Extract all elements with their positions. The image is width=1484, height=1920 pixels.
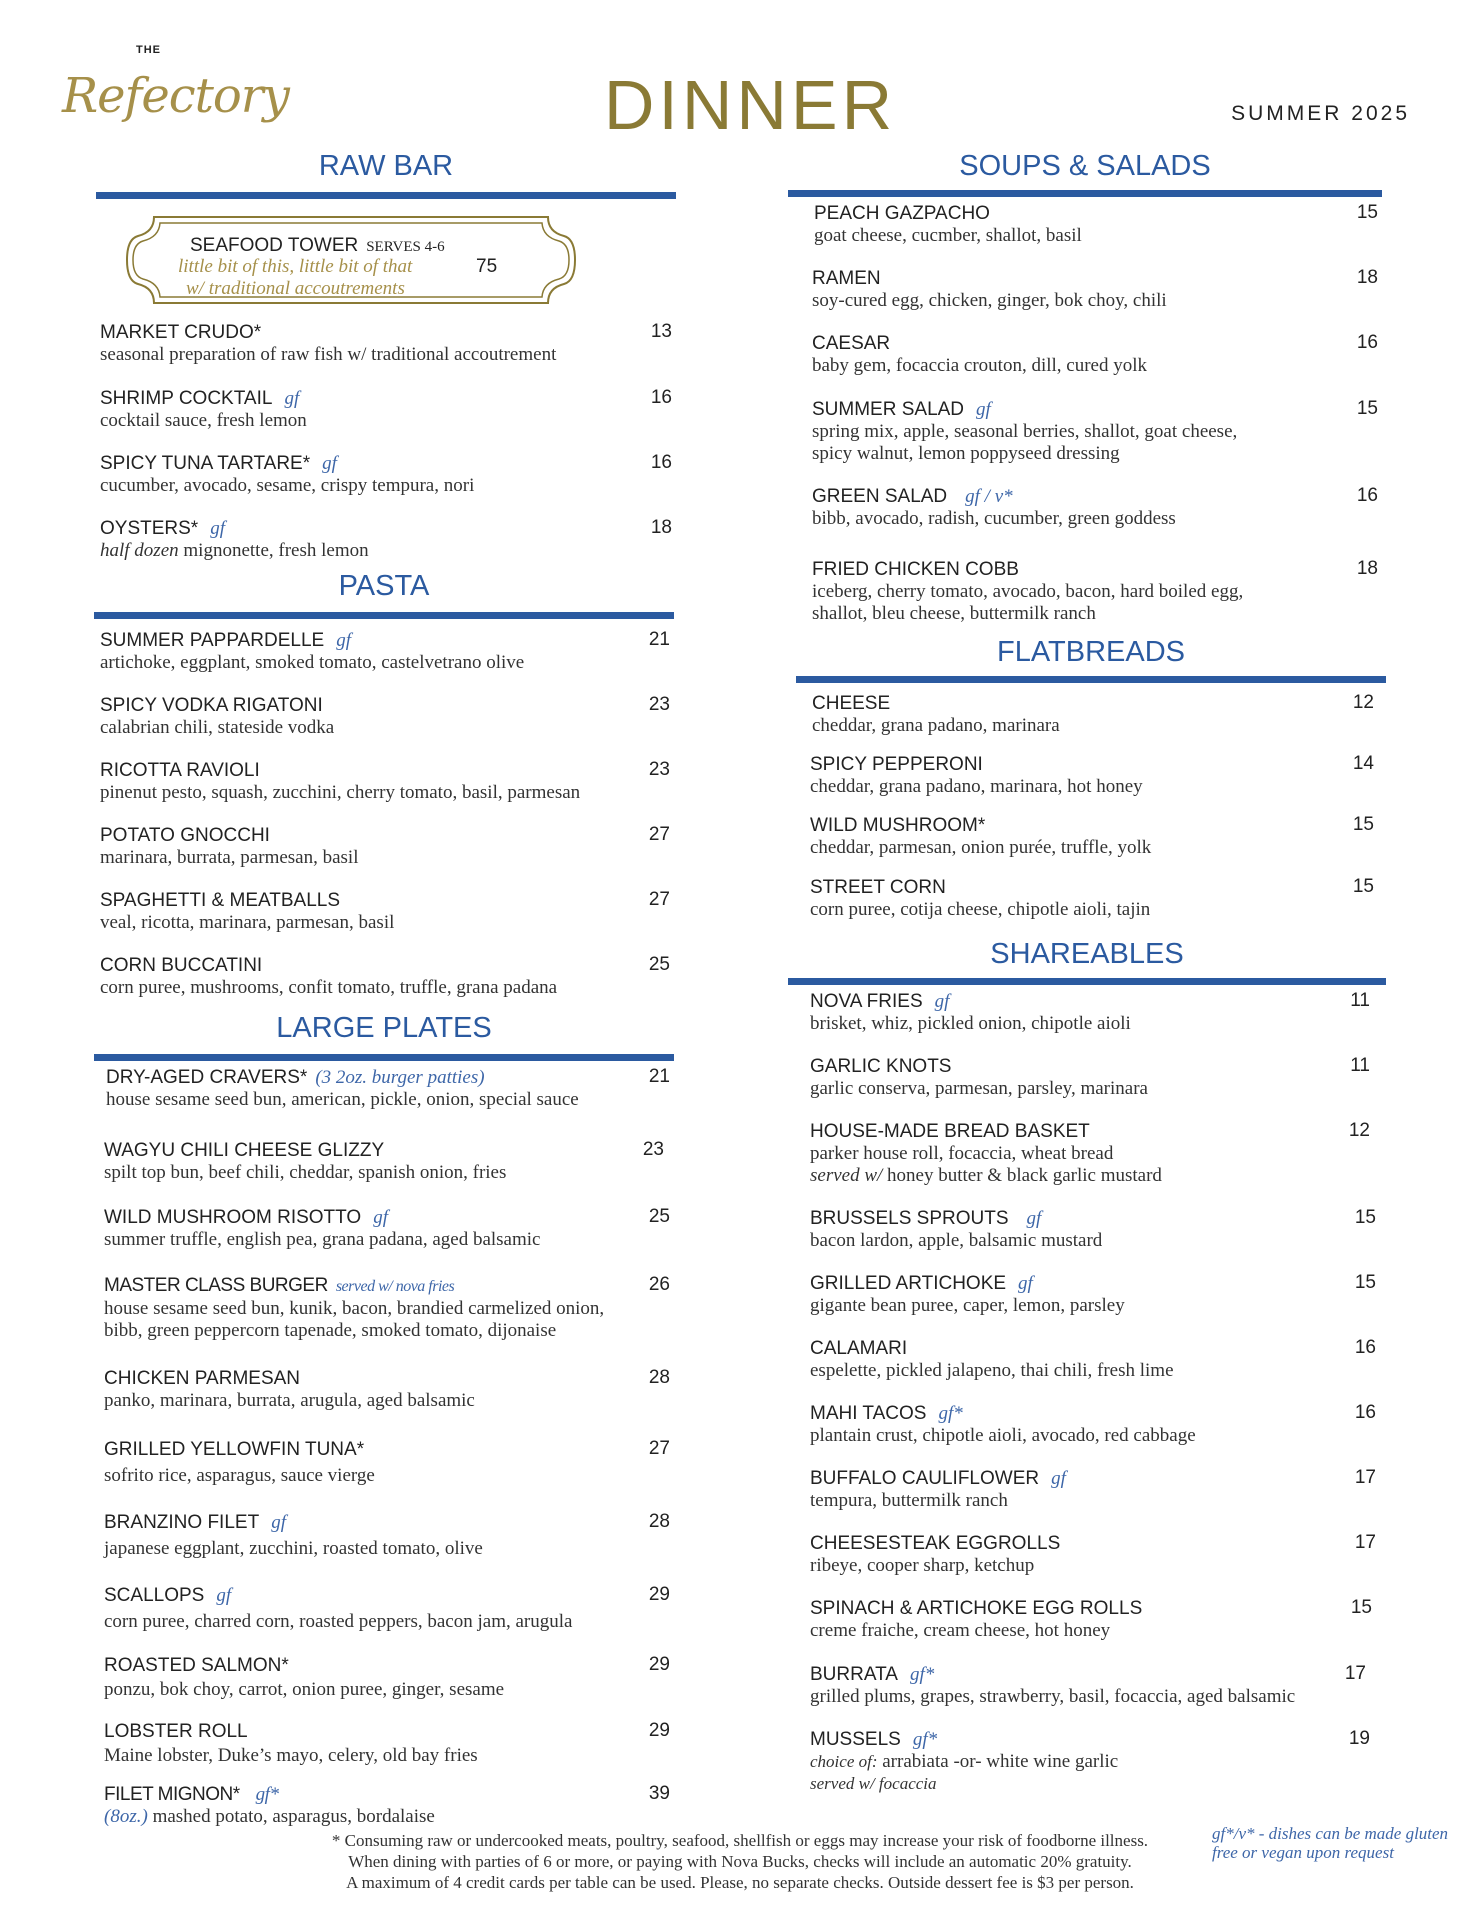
item-description: spilt top bun, beef chili, cheddar, spanish onion, fries [104, 1162, 507, 1183]
item-note: (3 2oz. burger patties) [315, 1067, 485, 1088]
item-price: 12 [1352, 692, 1374, 713]
menu-item [104, 1720, 478, 1767]
item-price: 29 [648, 1720, 670, 1741]
season-label: SUMMER 2025 [1231, 102, 1410, 125]
item-price: 29 [648, 1654, 670, 1675]
menu-item [810, 990, 1131, 1035]
item-name: FRIED CHICKEN COBB [812, 559, 1019, 580]
section-rule [94, 612, 674, 619]
item-price: 16 [1354, 1337, 1376, 1358]
item-price: 18 [650, 517, 672, 538]
item-description: artichoke, eggplant, smoked tomato, castelvetrano olive [100, 652, 525, 673]
item-name: SHRIMP COCKTAIL gf [100, 388, 300, 409]
item-description: ribeye, cooper sharp, ketchup [810, 1555, 1035, 1576]
item-description: spring mix, apple, seasonal berries, shallot, goat cheese, [812, 421, 1238, 442]
item-price: 23 [648, 694, 670, 715]
item-price: 21 [648, 629, 670, 650]
item-description: gigante bean puree, caper, lemon, parsley [810, 1295, 1125, 1316]
item-price: 21 [648, 1066, 670, 1087]
gluten-free-tag: gf [271, 1512, 286, 1533]
item-price: 19 [1348, 1728, 1370, 1749]
item-price: 16 [1354, 1402, 1376, 1423]
item-description: veal, ricotta, marinara, parmesan, basil [100, 912, 395, 933]
item-description-2: shallot, bleu cheese, buttermilk ranch [812, 603, 1096, 624]
item-price: 26 [648, 1274, 670, 1295]
item-price: 13 [650, 321, 672, 342]
menu-item [810, 1120, 1162, 1187]
menu-item [100, 824, 359, 869]
item-name: SCALLOPS gf [104, 1585, 232, 1606]
item-description: baby gem, focaccia crouton, dill, cured yolk [812, 355, 1148, 376]
item-description: parker house roll, focaccia, wheat bread [810, 1143, 1114, 1164]
item-price: 25 [648, 1206, 670, 1227]
item-name: MASTER CLASS BURGER served w/ nova fries [104, 1275, 455, 1296]
item-price: 15 [1352, 876, 1374, 897]
item-price: 27 [648, 889, 670, 910]
item-name: SPICY PEPPERONI [810, 754, 983, 775]
tower-name: SEAFOOD TOWER [190, 235, 359, 256]
item-description: cheddar, grana padano, marinara [812, 715, 1060, 736]
menu-item [104, 1139, 506, 1184]
menu-title: DINNER [603, 66, 897, 144]
gluten-free-tag: gf [976, 399, 991, 420]
item-name: WILD MUSHROOM RISOTTO gf [104, 1207, 388, 1228]
gluten-free-tag: gf [284, 388, 300, 409]
menu-item [100, 321, 556, 366]
gluten-free-vegan-tag: gf / v* [965, 486, 1013, 507]
section-title-flatbreads: FLATBREADS [996, 636, 1185, 668]
menu-item [810, 1467, 1066, 1512]
tower-price: 75 [476, 256, 498, 277]
item-description-2: bibb, green peppercorn tapenade, smoked tomato, dijonaise [104, 1320, 557, 1341]
footer-disclaimer [280, 1830, 1200, 1893]
item-name: MAHI TACOS gf* [810, 1403, 963, 1424]
menu-item [104, 1438, 375, 1487]
menu-item [104, 1783, 435, 1828]
item-price: 16 [650, 452, 672, 473]
menu-item [810, 1055, 1148, 1100]
menu-item [100, 387, 307, 432]
menu-item [104, 1274, 604, 1342]
item-price: 28 [648, 1367, 670, 1388]
section-rule [94, 1054, 674, 1061]
gluten-free-tag: gf [373, 1207, 388, 1228]
item-name: CHICKEN PARMESAN [104, 1368, 301, 1389]
item-name: CHEESESTEAK EGGROLLS [810, 1533, 1061, 1554]
item-description: creme fraiche, cream cheese, hot honey [810, 1620, 1111, 1641]
menu-item [810, 1728, 1118, 1795]
item-price: 25 [648, 954, 670, 975]
item-price: 29 [648, 1584, 670, 1605]
item-description-2: spicy walnut, lemon poppyseed dressing [812, 443, 1120, 464]
item-description: espelette, pickled jalapeno, thai chili, fresh lime [810, 1360, 1174, 1381]
item-price: 16 [650, 387, 672, 408]
menu-item [100, 452, 474, 497]
menu-item [810, 753, 1143, 798]
menu-item [104, 1511, 483, 1560]
menu-item [810, 1597, 1142, 1642]
item-price: 15 [1354, 1207, 1376, 1228]
item-description: brisket, whiz, pickled onion, chipotle aioli [810, 1013, 1131, 1034]
menu-item [810, 876, 1150, 921]
menu-item [104, 1206, 540, 1251]
item-name: PEACH GAZPACHO [814, 203, 990, 224]
menu-item [104, 1584, 572, 1633]
item-name: FILET MIGNON* gf* [104, 1784, 279, 1805]
item-price: 15 [1354, 1272, 1376, 1293]
item-name: CHEESE [812, 693, 891, 714]
item-description: bacon lardon, apple, balsamic mustard [810, 1230, 1103, 1251]
item-name: BURRATA gf* [810, 1664, 935, 1685]
item-name: STREET CORN [810, 877, 946, 898]
item-price: 18 [1356, 558, 1378, 579]
item-description: cheddar, parmesan, onion purée, truffle, yolk [810, 837, 1152, 858]
gluten-free-tag: gf* [255, 1784, 279, 1805]
menu-item [100, 517, 369, 562]
menu-item [100, 889, 394, 934]
item-price: 17 [1344, 1663, 1366, 1684]
menu-item [812, 267, 1167, 312]
item-name: WILD MUSHROOM* [810, 815, 986, 836]
item-price: 15 [1356, 398, 1378, 419]
section-rule [796, 676, 1386, 683]
menu-item [106, 1066, 579, 1111]
item-price: 16 [1356, 485, 1378, 506]
item-description: panko, marinara, burrata, arugula, aged balsamic [104, 1390, 475, 1411]
item-name: MARKET CRUDO* [100, 322, 262, 343]
item-description-2: served w/ honey butter & black garlic mustard [810, 1165, 1162, 1186]
gluten-free-tag: gf* [909, 1664, 935, 1685]
item-price: 11 [1350, 1055, 1370, 1076]
menu-item [100, 759, 580, 804]
item-description: Maine lobster, Duke’s mayo, celery, old bay fries [104, 1745, 478, 1766]
item-price: 15 [1356, 202, 1378, 223]
item-description: grilled plums, grapes, strawberry, basil, focaccia, aged balsamic [810, 1686, 1296, 1707]
section-rule [788, 190, 1382, 197]
gluten-free-tag: gf [210, 518, 225, 539]
item-name: GREEN SALAD gf / v* [812, 486, 1013, 507]
item-name: BUFFALO CAULIFLOWER gf [810, 1468, 1066, 1489]
menu-item [810, 1207, 1102, 1252]
item-name: CALAMARI [810, 1338, 908, 1359]
item-description: pinenut pesto, squash, zucchini, cherry tomato, basil, parmesan [100, 782, 581, 803]
item-description: summer truffle, english pea, grana padana, aged balsamic [104, 1229, 541, 1250]
section-rule [96, 192, 676, 199]
item-name: DRY-AGED CRAVERS* (3 2oz. burger patties) [106, 1067, 485, 1088]
menu-item [810, 814, 1151, 859]
item-description: cucumber, avocado, sesame, crispy tempura, nori [100, 475, 475, 496]
item-name: GARLIC KNOTS [810, 1056, 952, 1077]
item-description: garlic conserva, parmesan, parsley, marinara [810, 1078, 1148, 1099]
item-description: house sesame seed bun, kunik, bacon, brandied carmelized onion, [104, 1298, 605, 1319]
tower-description-1: little bit of this, little bit of that [178, 256, 413, 277]
item-name: POTATO GNOCCHI [100, 825, 270, 846]
item-price: 23 [642, 1139, 664, 1160]
item-name: CORN BUCCATINI [100, 955, 263, 976]
menu-item [812, 558, 1243, 625]
menu-item [810, 1272, 1125, 1317]
menu-item [812, 692, 1060, 737]
footer-line-2: When dining with parties of 6 or more, or paying with Nova Bucks, checks will include an automatic 20% gratuity. [348, 1852, 1132, 1871]
item-name: RICOTTA RAVIOLI [100, 760, 260, 781]
menu-item [810, 1337, 1174, 1382]
item-description: seasonal preparation of raw fish w/ traditional accoutrement [100, 344, 557, 365]
item-name: WAGYU CHILI CHEESE GLIZZY [104, 1140, 385, 1161]
logo-the: THE [136, 44, 161, 56]
item-description: corn puree, cotija cheese, chipotle aioli, tajin [810, 899, 1151, 920]
item-name: SPICY VODKA RIGATONI [100, 695, 323, 716]
item-description: iceberg, cherry tomato, avocado, bacon, hard boiled egg, [812, 581, 1244, 602]
item-description: tempura, buttermilk ranch [810, 1490, 1008, 1511]
item-name: SUMMER PAPPARDELLE gf [100, 630, 351, 651]
item-description: soy-cured egg, chicken, ginger, bok choy, chili [812, 290, 1167, 311]
item-description: japanese eggplant, zucchini, roasted tomato, olive [104, 1538, 483, 1559]
item-description: marinara, burrata, parmesan, basil [100, 847, 359, 868]
gluten-free-tag: gf [336, 630, 351, 651]
gluten-free-tag: gf [1018, 1273, 1033, 1294]
section-title-large-plates: LARGE PLATES [276, 1012, 492, 1044]
footer-line-1: * Consuming raw or undercooked meats, poultry, seafood, shellfish or eggs may increase your risk of foodborne illness. [331, 1831, 1149, 1850]
menu-item [104, 1654, 504, 1701]
item-price: 28 [648, 1511, 670, 1532]
item-description: cheddar, grana padano, marinara, hot honey [810, 776, 1143, 797]
item-name: GRILLED YELLOWFIN TUNA* [104, 1439, 365, 1460]
item-name: SPINACH & ARTICHOKE EGG ROLLS [810, 1598, 1143, 1619]
menu-item [814, 202, 1082, 247]
item-name: HOUSE-MADE BREAD BASKET [810, 1121, 1090, 1142]
item-name: CAESAR [812, 333, 891, 354]
item-price: 17 [1354, 1467, 1376, 1488]
section-title-raw-bar: RAW BAR [318, 150, 454, 182]
item-description: plantain crust, chipotle aioli, avocado, red cabbage [810, 1425, 1196, 1446]
item-price: 39 [648, 1783, 670, 1804]
item-price: 27 [648, 824, 670, 845]
item-description: half dozen mignonette, fresh lemon [100, 540, 369, 561]
item-description: house sesame seed bun, american, pickle, onion, special sauce [106, 1089, 579, 1110]
item-description: sofrito rice, asparagus, sauce vierge [104, 1465, 375, 1486]
item-note: served w/ nova fries [335, 1278, 455, 1295]
item-name: RAMEN [812, 268, 881, 289]
tower-serves: SERVES 4-6 [366, 239, 445, 255]
tower-description-2: w/ traditional accoutrements [186, 278, 405, 299]
item-name: NOVA FRIES gf [810, 991, 950, 1012]
gluten-free-tag: gf [216, 1585, 232, 1606]
item-price: 15 [1350, 1597, 1372, 1618]
item-description: corn puree, charred corn, roasted peppers, bacon jam, arugula [104, 1611, 573, 1632]
item-name: MUSSELS gf* [810, 1729, 938, 1750]
item-description: calabrian chili, stateside vodka [100, 717, 335, 738]
item-description: goat cheese, cucmber, shallot, basil [814, 225, 1082, 246]
item-name: OYSTERS* gf [100, 518, 225, 539]
item-description: corn puree, mushrooms, confit tomato, truffle, grana padana [100, 977, 558, 998]
menu-item [810, 1402, 1196, 1447]
item-description-2: served w/ focaccia [810, 1774, 937, 1793]
item-price: 12 [1348, 1120, 1370, 1141]
item-price: 11 [1350, 990, 1370, 1011]
menu-item [810, 1532, 1060, 1577]
item-price: 27 [648, 1438, 670, 1459]
menu-item [810, 1663, 1295, 1708]
item-description: (8oz.) mashed potato, asparagus, bordalaise [104, 1806, 435, 1827]
item-name: LOBSTER ROLL [104, 1721, 248, 1742]
item-name: SPICY TUNA TARTARE* gf [100, 453, 337, 474]
gluten-free-tag: gf [1051, 1468, 1066, 1489]
menu-item [812, 398, 1237, 465]
item-price: 16 [1356, 332, 1378, 353]
dietary-note: gf*/v* - dishes can be made gluten free or vegan upon request [1212, 1824, 1449, 1862]
item-price: 15 [1352, 814, 1374, 835]
item-price: 14 [1352, 753, 1374, 774]
gluten-free-tag: gf [934, 991, 950, 1012]
footer-line-3: A maximum of 4 credit cards per table can be used. Please, no separate checks. Outside dessert fee is $3 per person. [346, 1873, 1134, 1892]
section-rule [788, 978, 1386, 985]
item-description: ponzu, bok choy, carrot, onion puree, ginger, sesame [104, 1679, 505, 1700]
gluten-free-tag: gf* [912, 1729, 938, 1750]
item-name: GRILLED ARTICHOKE gf [810, 1273, 1033, 1294]
item-name: SPAGHETTI & MEATBALLS [100, 890, 341, 911]
section-title-shareables: SHAREABLES [990, 938, 1184, 970]
section-title-soups-salads: SOUPS & SALADS [959, 150, 1211, 182]
seafood-tower-box [124, 214, 578, 306]
item-name: SUMMER SALAD gf [812, 399, 991, 420]
menu-item [104, 1367, 475, 1412]
gluten-free-tag: gf [1026, 1208, 1042, 1229]
item-name: BRANZINO FILET gf [104, 1512, 286, 1533]
item-description: choice of: arrabiata -or- white wine garlic [810, 1751, 1119, 1772]
item-description: cocktail sauce, fresh lemon [100, 410, 307, 431]
item-price: 23 [648, 759, 670, 780]
menu-item [100, 954, 557, 999]
item-name: ROASTED SALMON* [104, 1655, 289, 1676]
menu-item [100, 694, 334, 739]
item-price: 17 [1354, 1532, 1376, 1553]
item-name: BRUSSELS SPROUTS gf [810, 1208, 1042, 1229]
menu-item [812, 332, 1147, 377]
item-description: bibb, avocado, radish, cucumber, green goddess [812, 508, 1176, 529]
gluten-free-tag: gf [322, 453, 337, 474]
logo-script: Refectory [62, 68, 289, 124]
gluten-free-tag: gf* [938, 1403, 963, 1424]
menu-item [812, 485, 1176, 530]
item-price: 18 [1356, 267, 1378, 288]
menu-item [100, 629, 524, 674]
section-title-pasta: PASTA [338, 570, 430, 602]
